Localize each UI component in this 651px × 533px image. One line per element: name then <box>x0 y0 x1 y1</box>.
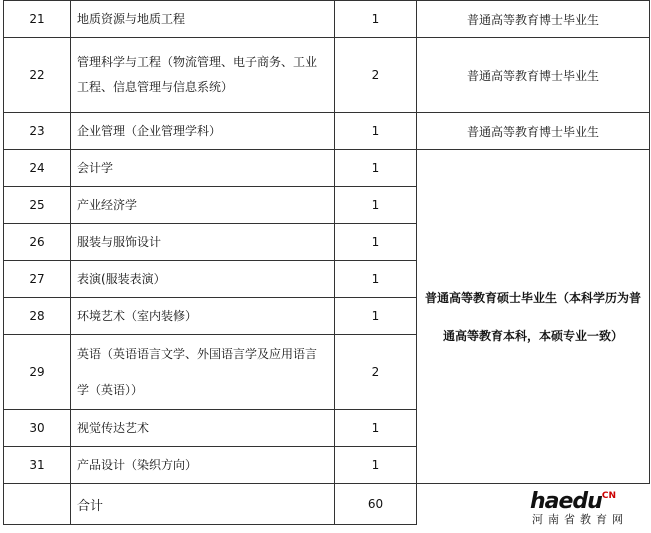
logo-subtitle: 河南省教育网 <box>532 513 628 526</box>
row-number: 25 <box>4 187 71 224</box>
headcount: 1 <box>335 150 417 187</box>
merged-requirement-text: 普通高等教育硕士毕业生（本科学历为普通高等教育本科，本硕专业一致） <box>424 290 641 343</box>
headcount: 1 <box>335 298 417 335</box>
major-name: 视觉传达艺术 <box>71 410 335 447</box>
total-count: 60 <box>335 484 417 525</box>
headcount: 1 <box>335 187 417 224</box>
major-name: 服装与服饰设计 <box>71 224 335 261</box>
major-name: 产业经济学 <box>71 187 335 224</box>
major-name: 表演(服装表演） <box>71 261 335 298</box>
headcount: 1 <box>335 410 417 447</box>
row-number: 30 <box>4 410 71 447</box>
major-name: 企业管理（企业管理学科） <box>71 113 335 150</box>
total-label: 合计 <box>71 484 335 525</box>
requirement: 普通高等教育博士毕业生 <box>417 113 650 150</box>
positions-table <box>3 0 650 525</box>
row-number: 22 <box>4 38 71 113</box>
merged-requirement <box>417 150 650 484</box>
total-blank-cell <box>4 484 71 525</box>
row-number: 28 <box>4 298 71 335</box>
major-name: 环境艺术（室内装修） <box>71 298 335 335</box>
logo-text: haedu <box>530 489 602 514</box>
row-number: 24 <box>4 150 71 187</box>
row-number: 21 <box>4 1 71 38</box>
headcount: 2 <box>335 38 417 113</box>
headcount: 1 <box>335 224 417 261</box>
headcount: 1 <box>335 261 417 298</box>
haedu-logo <box>530 491 642 529</box>
major-name: 英语（英语语言文学、外国语言学及应用语言学（英语）） <box>71 335 335 410</box>
table-row <box>4 38 650 113</box>
row-number: 26 <box>4 224 71 261</box>
major-name: 管理科学与工程（物流管理、电子商务、工业工程、信息管理与信息系统） <box>71 38 335 113</box>
headcount: 2 <box>335 335 417 410</box>
requirement: 普通高等教育博士毕业生 <box>417 1 650 38</box>
requirement: 普通高等教育博士毕业生 <box>417 38 650 113</box>
table-row <box>4 1 650 38</box>
headcount: 1 <box>335 1 417 38</box>
logo-suffix: CN <box>601 491 616 501</box>
major-name: 产品设计（染织方向） <box>71 447 335 484</box>
row-number: 29 <box>4 335 71 410</box>
major-name: 地质资源与地质工程 <box>71 1 335 38</box>
table-row <box>4 150 650 187</box>
row-number: 31 <box>4 447 71 484</box>
headcount: 1 <box>335 113 417 150</box>
table-row <box>4 113 650 150</box>
major-name: 会计学 <box>71 150 335 187</box>
headcount: 1 <box>335 447 417 484</box>
row-number: 23 <box>4 113 71 150</box>
row-number: 27 <box>4 261 71 298</box>
